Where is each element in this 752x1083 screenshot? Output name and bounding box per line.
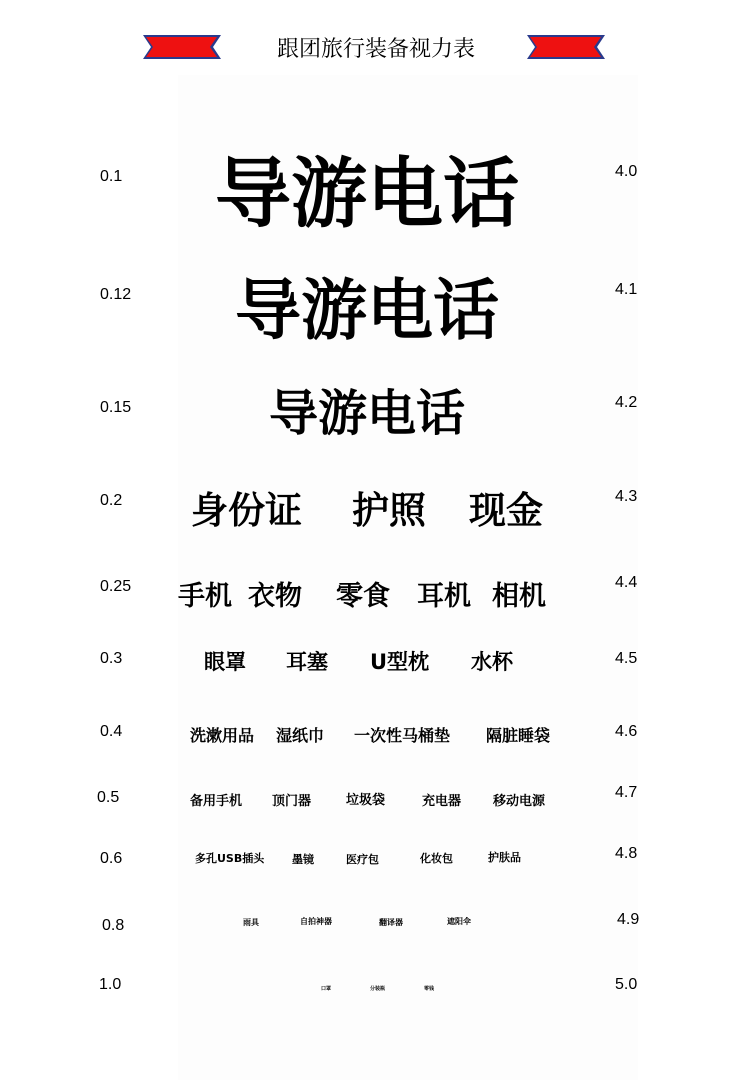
acuity-decimal: 1.0 <box>99 976 122 993</box>
chart-word: 零食 <box>336 581 390 612</box>
acuity-logmar: 4.4 <box>615 574 638 591</box>
chart-word: 导游电话 <box>215 149 519 238</box>
chart-word: 洗漱用品 <box>190 726 255 745</box>
chart-word: 手机 <box>178 581 232 612</box>
acuity-decimal: 0.15 <box>100 399 132 416</box>
acuity-logmar: 4.1 <box>615 281 638 298</box>
acuity-logmar: 4.0 <box>615 163 638 180</box>
acuity-decimal: 0.6 <box>100 850 123 867</box>
chart-word: 充电器 <box>422 794 462 809</box>
chart-word: 自拍神器 <box>300 917 332 926</box>
chart-word: 身份证 <box>191 489 302 532</box>
acuity-decimal: 0.3 <box>100 650 123 667</box>
chart-word: 眼罩 <box>204 650 246 674</box>
chart-word: 相机 <box>492 581 546 612</box>
acuity-logmar: 4.2 <box>615 394 638 411</box>
chart-word: 耳机 <box>417 581 471 612</box>
acuity-decimal: 0.12 <box>100 286 132 303</box>
acuity-decimal: 0.8 <box>102 917 125 934</box>
acuity-logmar: 5.0 <box>615 976 638 993</box>
chart-word: 医疗包 <box>346 853 379 866</box>
acuity-logmar: 4.9 <box>617 911 640 928</box>
chart-word: 导游电话 <box>235 272 499 349</box>
chart-word: 水杯 <box>471 650 513 674</box>
chart-word: 护肤品 <box>488 851 521 864</box>
chart-word: 遮阳伞 <box>447 917 471 926</box>
chart-word: U型枕 <box>370 650 430 674</box>
chart-word: 耳塞 <box>286 650 328 674</box>
acuity-decimal: 0.2 <box>100 492 123 509</box>
chart-word: 备用手机 <box>190 794 243 809</box>
acuity-decimal: 0.4 <box>100 723 123 740</box>
chart-word: 翻译器 <box>379 918 403 927</box>
chart-word: 口罩 <box>321 986 332 992</box>
acuity-logmar: 4.7 <box>615 784 638 801</box>
acuity-logmar: 4.3 <box>615 488 638 505</box>
chart-word: 化妆包 <box>420 852 453 865</box>
page-title: 跟团旅行装备视力表 <box>276 37 475 62</box>
chart-word: 零钱 <box>424 986 435 992</box>
acuity-logmar: 4.5 <box>615 650 638 667</box>
acuity-decimal: 0.1 <box>100 168 123 185</box>
chart-word: 一次性马桶垫 <box>354 726 451 745</box>
chart-word: 衣物 <box>248 581 302 612</box>
chart-word: 现金 <box>469 489 543 532</box>
chart-word: 护照 <box>352 489 426 532</box>
chart-word: 隔脏睡袋 <box>486 726 551 745</box>
chart-word: 垃圾袋 <box>346 793 386 808</box>
chart-word: 墨镜 <box>292 853 314 866</box>
chart-word: 顶门器 <box>272 794 312 809</box>
acuity-logmar: 4.8 <box>615 845 638 862</box>
acuity-decimal: 0.5 <box>97 789 120 806</box>
chart-word: 导游电话 <box>269 385 466 442</box>
right-ribbon-icon <box>527 35 605 59</box>
chart-word: 分装瓶 <box>370 986 386 992</box>
chart-word: 多孔USB插头 <box>195 852 265 865</box>
acuity-decimal: 0.25 <box>100 578 132 595</box>
chart-word: 雨具 <box>243 918 259 927</box>
acuity-logmar: 4.6 <box>615 723 638 740</box>
chart-word: 湿纸巾 <box>276 726 325 745</box>
chart-word: 移动电源 <box>493 794 546 809</box>
